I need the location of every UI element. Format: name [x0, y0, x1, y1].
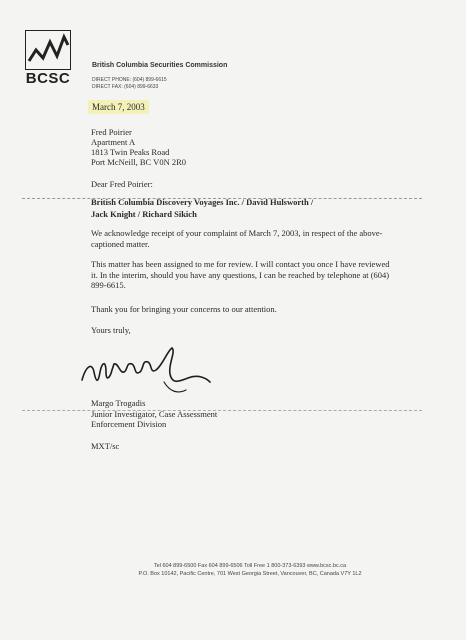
direct-contact	[92, 77, 167, 91]
recipient-address	[91, 127, 186, 167]
recipient-name: Fred Poirier	[91, 127, 132, 137]
body-paragraph: We acknowledge receipt of your complaint of March 7, 2003, in respect of the above-captioned matter.	[91, 228, 383, 249]
closing: Yours truly,	[91, 325, 131, 335]
subject-line-1: British Columbia Discovery Voyages Inc. / David Hulsworth /	[91, 197, 314, 207]
signature-block	[91, 398, 217, 430]
bcsc-logo	[25, 30, 71, 86]
address-line: Port McNeill, BC V0N 2R0	[91, 157, 187, 167]
signer-division: Enforcement Division	[91, 419, 167, 429]
address-line: 1813 Twin Peaks Road	[91, 147, 170, 157]
reference-initials: MXT/sc	[91, 441, 120, 451]
footer-address: P.O. Box 10142, Pacific Centre, 701 West Georgia Street, Vancouver, BC, Canada V7Y 1L2	[138, 571, 362, 577]
signer-name: Margo Trogadis	[91, 398, 146, 408]
salutation: Dear Fred Poirier:	[91, 179, 153, 189]
direct-phone: DIRECT PHONE: (604) 899-6615	[92, 77, 167, 83]
fold-line	[22, 410, 422, 411]
letterhead-footer	[90, 562, 410, 578]
signer-title: Junior Investigator, Case Assessment	[91, 408, 218, 419]
letter-date: March 7, 2003	[88, 100, 149, 114]
footer-contact: Tel 604 899-6500 Fax 604 899-6506 Toll Free 1 800-373-6393 www.bcsc.bc.ca	[153, 563, 347, 569]
subject-line	[91, 196, 391, 220]
handwritten-signature	[78, 342, 218, 402]
chart-line-icon	[25, 30, 71, 70]
organization-name: British Columbia Securities Commission	[92, 62, 228, 69]
subject-line-2: Jack Knight / Richard Sikich	[91, 209, 197, 219]
body-paragraph: This matter has been assigned to me for review. I will contact you once I have reviewed it. In the interim, should you have any questions, I can be reached by telephone at (604) 899-6615.	[91, 259, 390, 290]
body-paragraph: Thank you for bringing your concerns to our attention.	[91, 304, 277, 314]
address-line: Apartment A	[91, 137, 136, 147]
logo-text: BCSC	[25, 70, 71, 87]
direct-fax: DIRECT FAX: (604) 899-6633	[92, 84, 159, 90]
